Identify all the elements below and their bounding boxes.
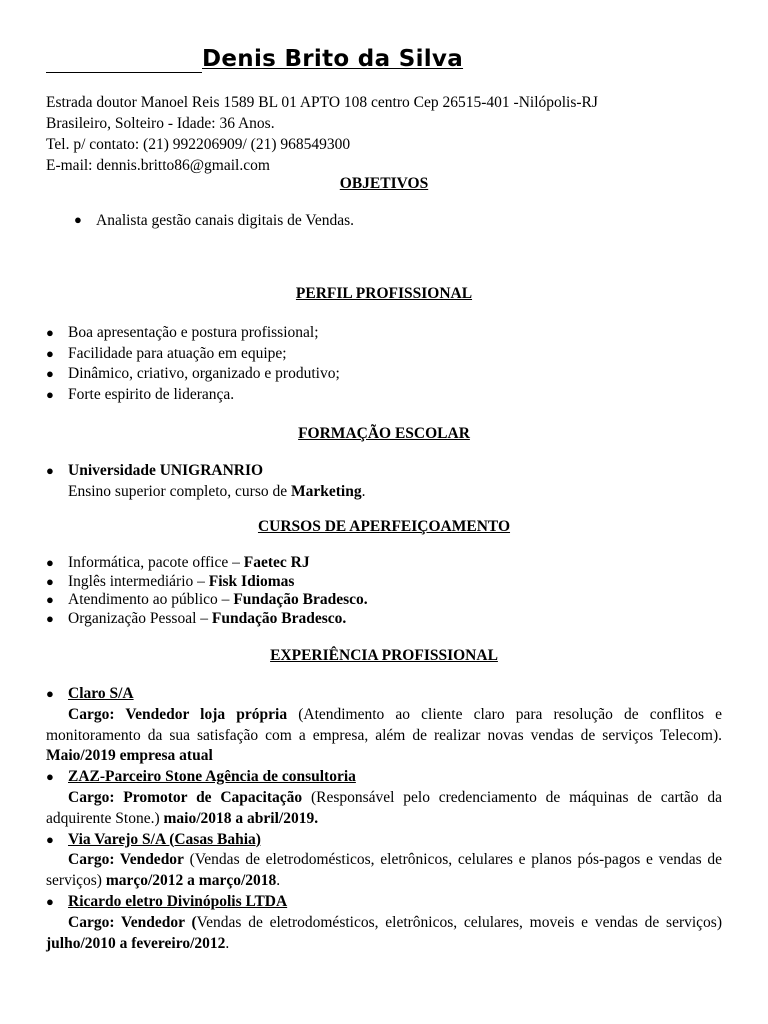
list-item: ● Organização Pessoal – Fundação Bradesco.: [46, 609, 347, 627]
job-description: Cargo: Vendedor loja própria (Atendimento ao cliente claro para resolução de conflitos e monitoramento da sua satisfação com a empresa, além de realizar novas vendas de serviços Telecom). Maio/2019 empresa atual: [46, 705, 722, 765]
name-underline-rule: [46, 72, 202, 73]
candidate-name: Denis Brito da Silva: [202, 46, 464, 72]
course-name: Marketing: [290, 482, 362, 500]
company-line: ● Ricardo eletro Divinópolis LTDA: [46, 892, 722, 913]
phone-line: Tel. p/ contato: (21) 992206909/ (21) 968549300: [46, 136, 351, 153]
objetivos-item: ● Analista gestão canais digitais de Vendas.: [74, 212, 354, 229]
bullet-icon: ●: [46, 831, 54, 847]
list-item: ● Forte espirito de liderança.: [46, 385, 340, 406]
perfil-list: [46, 323, 340, 405]
bullet-icon: ●: [46, 366, 54, 381]
heading-perfil: PERFIL PROFISSIONAL: [295, 285, 473, 302]
bullet-icon: ●: [46, 893, 54, 909]
bullet-icon: ●: [46, 610, 54, 626]
list-item: ● Informática, pacote office – Faetec RJ: [46, 554, 310, 571]
email-line: E-mail: dennis.britto86@gmail.com: [46, 157, 270, 174]
job-description: Cargo: Vendedor (Vendas de eletrodomésticos, eletrônicos, celulares e planos pós-pagos e vendas de serviços) março/2012 a março/2018.: [46, 851, 722, 890]
company-line: ● Via Varejo S/A (Casas Bahia): [46, 830, 722, 851]
contact-block: [46, 92, 598, 176]
bullet-icon: ●: [46, 573, 54, 589]
name-header: [46, 44, 722, 78]
personal-info-line: Brasileiro, Solteiro - Idade: 36 Anos.: [46, 115, 275, 132]
formacao-list: [46, 461, 365, 502]
address-line: Estrada doutor Manoel Reis 1589 BL 01 APTO 108 centro Cep 26515-401 -Nilópolis-RJ: [46, 94, 598, 111]
company-line: ● Claro S/A: [46, 684, 722, 705]
experiencia-list: [46, 684, 722, 954]
list-item: ● Atendimento ao público – Fundação Bradesco.: [46, 591, 368, 609]
job-description: Cargo: Vendedor (Vendas de eletrodomésticos, eletrônicos, celulares, moveis e vendas de serviços) julho/2010 a fevereiro/2012.: [46, 913, 723, 952]
company-line: ● ZAZ-Parceiro Stone Agência de consultoria: [46, 767, 722, 788]
heading-cursos: CURSOS DE APERFEIÇOAMENTO: [257, 518, 511, 535]
bullet-icon: ●: [46, 769, 54, 785]
institution-name: Universidade UNIGRANRIO: [68, 462, 264, 479]
list-item: ● Boa apresentação e postura profissional;: [46, 323, 340, 344]
cursos-list: [46, 554, 368, 628]
list-item: ● Dinâmico, criativo, organizado e produtivo;: [46, 364, 340, 385]
heading-formacao: FORMAÇÃO ESCOLAR: [298, 425, 470, 442]
job-description: Cargo: Promotor de Capacitação (Responsável pelo credenciamento de máquinas de cartão da adquirente Stone.) maio/2018 a abril/2019.: [46, 788, 722, 827]
bullet-icon: ●: [46, 386, 54, 402]
heading-objetivos: OBJETIVOS: [339, 175, 429, 192]
list-item: ● Universidade UNIGRANRIO Ensino superior completo, curso de Marketing.: [46, 462, 366, 500]
list-item: ● Facilidade para atuação em equipe;: [46, 344, 340, 365]
bullet-icon: ●: [46, 686, 54, 701]
bullet-icon: ●: [46, 345, 54, 361]
bullet-icon: ●: [46, 325, 54, 340]
bullet-icon: ●: [74, 212, 82, 227]
bullet-icon: ●: [46, 592, 54, 608]
bullet-icon: ●: [46, 555, 54, 570]
heading-experiencia: EXPERIÊNCIA PROFISSIONAL: [270, 647, 498, 664]
list-item: ● Inglês intermediário – Fisk Idiomas: [46, 572, 295, 590]
bullet-icon: ●: [46, 463, 54, 478]
